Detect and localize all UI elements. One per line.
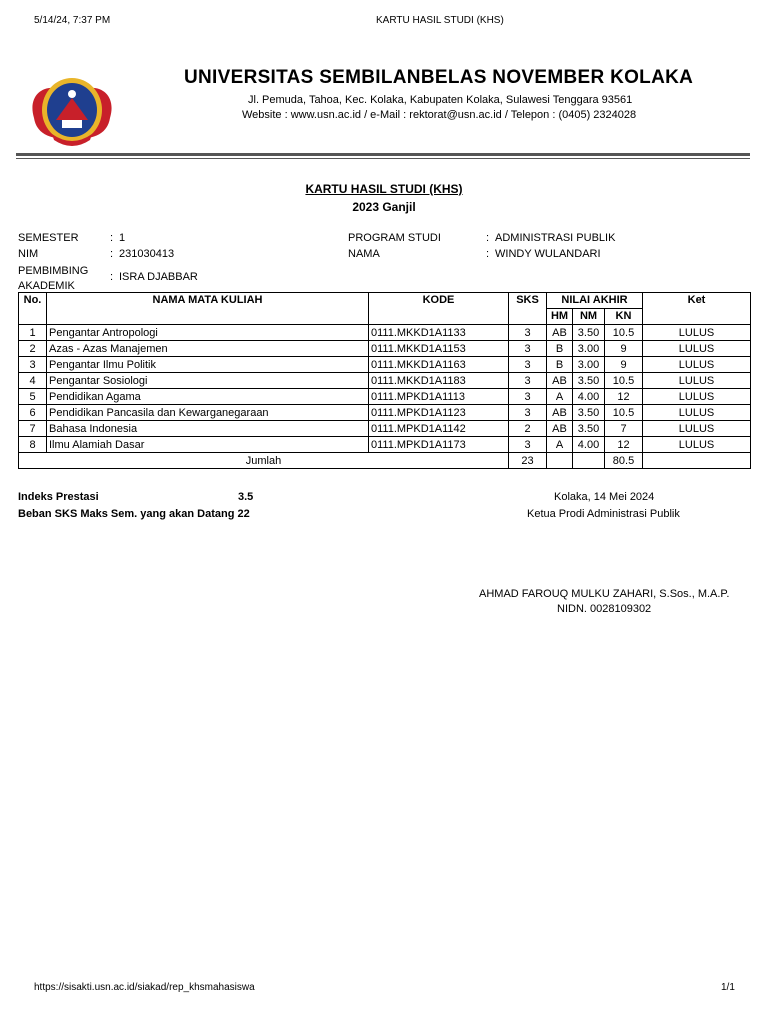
- print-url: https://sisakti.usn.ac.id/siakad/rep_khsmahasiswa: [34, 982, 255, 993]
- nim-value: 231030413: [119, 248, 175, 260]
- grades-table-body: [19, 325, 751, 453]
- header-hm: HM: [547, 309, 573, 325]
- table-row: [19, 437, 751, 453]
- cell-nm: 3.50: [573, 405, 605, 421]
- cell-kn: 9: [605, 357, 643, 373]
- header-nama: NAMA MATA KULIAH: [47, 293, 369, 325]
- header-nilai-akhir: NILAI AKHIR: [547, 293, 643, 309]
- cell-nama: Pengantar Sosiologi: [47, 373, 369, 389]
- document-title: KARTU HASIL STUDI (KHS): [305, 182, 463, 196]
- table-row: [19, 421, 751, 437]
- cell-kn: 12: [605, 437, 643, 453]
- print-page-number: 1/1: [721, 982, 735, 993]
- cell-hm: A: [547, 437, 573, 453]
- table-row: [19, 389, 751, 405]
- university-logo: [26, 68, 118, 152]
- university-name: UNIVERSITAS SEMBILANBELAS NOVEMBER KOLAKA: [184, 67, 694, 88]
- nim-label: NIM: [18, 248, 39, 260]
- university-address: Jl. Pemuda, Tahoa, Kec. Kolaka, Kabupaten Kolaka, Sulawesi Tenggara 93561: [248, 94, 633, 106]
- prodi-label: PROGRAM STUDI: [348, 232, 441, 244]
- cell-kode: 0111.MPKD1A1113: [369, 389, 509, 405]
- table-row: [19, 373, 751, 389]
- cell-nm: 3.00: [573, 341, 605, 357]
- cell-hm: AB: [547, 421, 573, 437]
- print-title: KARTU HASIL STUDI (KHS): [376, 15, 504, 26]
- table-row: [19, 341, 751, 357]
- nama-value: WINDY WULANDARI: [495, 248, 601, 260]
- cell-ket: LULUS: [643, 421, 751, 437]
- cell-nm: 4.00: [573, 437, 605, 453]
- cell-kode: 0111.MPKD1A1142: [369, 421, 509, 437]
- university-contact: Website : www.usn.ac.id / e-Mail : rektorat@usn.ac.id / Telepon : (0405) 2324028: [242, 109, 637, 121]
- total-empty-nm: [573, 453, 605, 469]
- cell-sks: 3: [509, 389, 547, 405]
- cell-ket: LULUS: [643, 389, 751, 405]
- header-rule-thin: [16, 158, 750, 159]
- cell-kode: 0111.MKKD1A1133: [369, 325, 509, 341]
- cell-nama: Azas - Azas Manajemen: [47, 341, 369, 357]
- semester-label: SEMESTER: [18, 232, 79, 244]
- signature-place-date: Kolaka, 14 Mei 2024: [554, 491, 655, 503]
- cell-no: 2: [19, 341, 47, 357]
- cell-sks: 3: [509, 325, 547, 341]
- cell-kn: 7: [605, 421, 643, 437]
- cell-hm: AB: [547, 373, 573, 389]
- semester-value: 1: [119, 232, 126, 244]
- cell-no: 1: [19, 325, 47, 341]
- cell-nm: 3.00: [573, 357, 605, 373]
- cell-no: 3: [19, 357, 47, 373]
- beban-sks-label: Beban SKS Maks Sem. yang akan Datang 22: [18, 508, 250, 520]
- cell-kn: 10.5: [605, 325, 643, 341]
- table-row: [19, 405, 751, 421]
- cell-nama: Ilmu Alamiah Dasar: [47, 437, 369, 453]
- cell-sks: 3: [509, 405, 547, 421]
- prodi-value: ADMINISTRASI PUBLIK: [495, 232, 616, 244]
- cell-nm: 3.50: [573, 421, 605, 437]
- cell-nama: Pendidikan Pancasila dan Kewarganegaraan: [47, 405, 369, 421]
- cell-kode: 0111.MPKD1A1123: [369, 405, 509, 421]
- total-row: [19, 453, 751, 469]
- cell-no: 5: [19, 389, 47, 405]
- cell-hm: B: [547, 341, 573, 357]
- document-subtitle: 2023 Ganjil: [352, 200, 416, 214]
- cell-nm: 3.50: [573, 325, 605, 341]
- cell-kn: 10.5: [605, 373, 643, 389]
- cell-kn: 9: [605, 341, 643, 357]
- cell-nama: Pengantar Ilmu Politik: [47, 357, 369, 373]
- total-empty-hm: [547, 453, 573, 469]
- pembimbing-label-line1: PEMBIMBING: [18, 265, 89, 277]
- signature-nidn: NIDN. 0028109302: [557, 603, 652, 615]
- cell-ket: LULUS: [643, 437, 751, 453]
- table-row: [19, 325, 751, 341]
- semester-colon: :: [110, 232, 114, 244]
- cell-no: 7: [19, 421, 47, 437]
- nama-colon: :: [486, 248, 490, 260]
- header-nm: NM: [573, 309, 605, 325]
- pembimbing-label-line2: AKADEMIK: [18, 280, 75, 292]
- header-kn: KN: [605, 309, 643, 325]
- cell-nama: Pendidikan Agama: [47, 389, 369, 405]
- ip-label: Indeks Prestasi: [18, 491, 99, 503]
- total-kn: 80.5: [605, 453, 643, 469]
- header-rule-thick: [16, 153, 750, 156]
- header-ket: Ket: [643, 293, 751, 325]
- cell-kn: 12: [605, 389, 643, 405]
- cell-ket: LULUS: [643, 325, 751, 341]
- cell-sks: 3: [509, 357, 547, 373]
- total-sks: 23: [509, 453, 547, 469]
- cell-kode: 0111.MPKD1A1173: [369, 437, 509, 453]
- cell-ket: LULUS: [643, 405, 751, 421]
- cell-ket: LULUS: [643, 357, 751, 373]
- header-sks: SKS: [509, 293, 547, 325]
- cell-ket: LULUS: [643, 373, 751, 389]
- cell-no: 6: [19, 405, 47, 421]
- ip-value: 3.5: [238, 491, 254, 503]
- cell-kode: 0111.MKKD1A1153: [369, 341, 509, 357]
- cell-sks: 3: [509, 341, 547, 357]
- print-datetime: 5/14/24, 7:37 PM: [34, 15, 111, 26]
- nama-label: NAMA: [348, 248, 380, 260]
- table-row: [19, 357, 751, 373]
- cell-ket: LULUS: [643, 341, 751, 357]
- cell-kode: 0111.MKKD1A1163: [369, 357, 509, 373]
- signature-position: Ketua Prodi Administrasi Publik: [527, 508, 680, 520]
- cell-kn: 10.5: [605, 405, 643, 421]
- prodi-colon: :: [486, 232, 490, 244]
- cell-no: 8: [19, 437, 47, 453]
- cell-hm: AB: [547, 325, 573, 341]
- grades-table: [18, 292, 751, 469]
- total-empty-ket: [643, 453, 751, 469]
- cell-hm: A: [547, 389, 573, 405]
- cell-no: 4: [19, 373, 47, 389]
- cell-nama: Bahasa Indonesia: [47, 421, 369, 437]
- cell-nama: Pengantar Antropologi: [47, 325, 369, 341]
- total-label: Jumlah: [19, 453, 509, 469]
- cell-sks: 3: [509, 373, 547, 389]
- cell-hm: B: [547, 357, 573, 373]
- header-no: No.: [19, 293, 47, 325]
- pembimbing-colon: :: [110, 271, 114, 283]
- cell-nm: 3.50: [573, 373, 605, 389]
- cell-sks: 2: [509, 421, 547, 437]
- cell-hm: AB: [547, 405, 573, 421]
- nim-colon: :: [110, 248, 114, 260]
- cell-kode: 0111.MKKD1A1183: [369, 373, 509, 389]
- cell-sks: 3: [509, 437, 547, 453]
- header-kode: KODE: [369, 293, 509, 325]
- pembimbing-value: ISRA DJABBAR: [119, 271, 198, 283]
- cell-nm: 4.00: [573, 389, 605, 405]
- signature-name: AHMAD FAROUQ MULKU ZAHARI, S.Sos., M.A.P.: [479, 588, 730, 600]
